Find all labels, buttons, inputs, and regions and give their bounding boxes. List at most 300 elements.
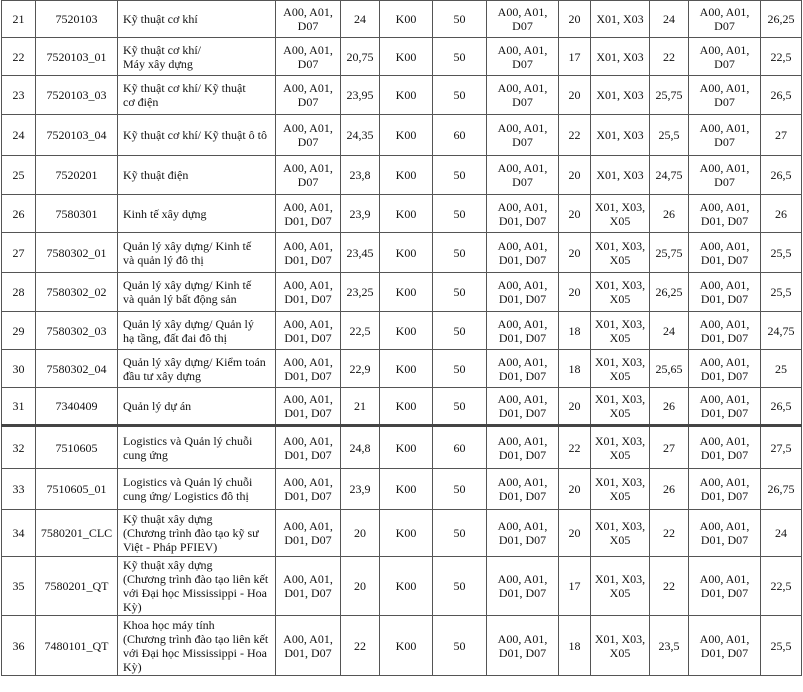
subject-group-5: [689, 273, 761, 312]
subject-group-1-line: D01, D07: [284, 447, 332, 462]
major-name: [118, 350, 276, 388]
table-row: [2, 469, 802, 510]
subject-group-4-line: X01, X03: [596, 168, 644, 182]
score-1: 20: [341, 510, 380, 557]
subject-group-5-line: A00, A01,: [699, 572, 750, 586]
score-1: 24: [341, 1, 380, 38]
table-row: [2, 388, 802, 426]
subject-group-4-line: X05: [609, 213, 631, 228]
subject-group-1-line: D01, D07: [284, 213, 332, 228]
major-name-line: cung ứng: [123, 447, 168, 462]
subject-group-3-line: A00, A01,: [497, 392, 548, 406]
subject-group-1: [276, 510, 341, 557]
subject-group-2: [380, 115, 433, 156]
subject-group-1-line: A00, A01,: [283, 5, 333, 19]
subject-group-3-line: A00, A01,: [497, 121, 548, 135]
score-3: 22: [559, 426, 591, 469]
subject-group-5: [689, 312, 761, 350]
subject-group-2-line: K00: [395, 440, 417, 455]
subject-group-1-line: D01, D07: [284, 533, 332, 547]
subject-group-5-line: D07: [714, 19, 735, 33]
score-1: 20,75: [341, 38, 380, 76]
subject-group-5: [689, 76, 761, 115]
table-row: [2, 156, 802, 195]
score-2: 50: [433, 1, 487, 38]
subject-group-3-line: D01, D07: [498, 406, 547, 420]
subject-group-4-line: X05: [609, 406, 631, 420]
major-name-line: (Chương trình đào tạo kỹ sư: [123, 526, 259, 540]
subject-group-3-line: A00, A01,: [497, 238, 548, 253]
score-1: 23,9: [341, 195, 380, 233]
major-code: 7580302_02: [36, 273, 118, 312]
subject-group-2-line: K00: [395, 168, 417, 182]
subject-group-3: [487, 426, 559, 469]
subject-group-2: [380, 76, 433, 115]
subject-group-2-line: K00: [395, 128, 417, 142]
major-name: [118, 156, 276, 195]
major-name: [118, 1, 276, 38]
subject-group-2-line: K00: [395, 638, 417, 653]
score-4: 24: [650, 312, 689, 350]
subject-group-3: [487, 156, 559, 195]
subject-group-3-line: D07: [512, 95, 533, 109]
score-2: 50: [433, 312, 487, 350]
table-row: [2, 510, 802, 557]
score-4: 26: [650, 195, 689, 233]
major-name-line: và quản lý đô thị: [123, 252, 204, 267]
subject-group-5-line: A00, A01,: [699, 316, 750, 331]
subject-group-1-line: A00, A01,: [283, 572, 333, 586]
subject-group-5-line: A00, A01,: [699, 5, 750, 19]
score-4: 26: [650, 469, 689, 510]
score-5: 26,5: [761, 156, 802, 195]
score-2: 50: [433, 557, 487, 616]
subject-group-4-line: X01, X03,: [594, 278, 646, 292]
major-code: 7580302_01: [36, 233, 118, 273]
subject-group-5-line: D01, D07: [700, 330, 749, 345]
major-code: 7510605_01: [36, 469, 118, 510]
major-name-line: Khoa học máy tính: [123, 617, 215, 632]
subject-group-1: [276, 233, 341, 273]
score-4: 25,65: [650, 350, 689, 388]
score-3: 18: [559, 350, 591, 388]
score-2: 50: [433, 469, 487, 510]
subject-group-3-line: D01, D07: [498, 292, 547, 306]
subject-group-4-line: X01, X03,: [594, 572, 646, 586]
score-5: 26,25: [761, 1, 802, 38]
major-code: 7520201: [36, 156, 118, 195]
subject-group-2-line: K00: [395, 361, 417, 376]
table-row: [2, 273, 802, 312]
score-1: 22,9: [341, 350, 380, 388]
subject-group-3: [487, 510, 559, 557]
subject-group-5-line: D07: [714, 56, 735, 71]
subject-group-4: [591, 557, 650, 616]
subject-group-1-line: A00, A01,: [283, 316, 333, 331]
subject-group-4-line: X01, X03: [596, 49, 644, 64]
subject-group-3-line: D01, D07: [498, 533, 547, 547]
subject-group-3: [487, 233, 559, 273]
subject-group-5-line: D01, D07: [700, 292, 749, 306]
subject-group-5-line: D01, D07: [700, 586, 749, 600]
subject-group-1-line: A00, A01,: [283, 238, 333, 253]
subject-group-2-line: K00: [395, 206, 417, 221]
row-number: 32: [2, 426, 36, 469]
score-4: 26: [650, 388, 689, 426]
major-name: [118, 510, 276, 557]
subject-group-3-line: A00, A01,: [497, 354, 548, 369]
subject-group-1: [276, 273, 341, 312]
subject-group-1-line: D07: [297, 19, 319, 33]
subject-group-2: [380, 312, 433, 350]
subject-group-5-line: A00, A01,: [699, 161, 750, 175]
subject-group-3-line: A00, A01,: [497, 433, 548, 448]
subject-group-5-line: A00, A01,: [699, 42, 750, 57]
subject-group-3: [487, 312, 559, 350]
subject-group-1-line: D07: [297, 175, 319, 189]
score-2: 50: [433, 195, 487, 233]
major-name-line: Quản lý xây dựng/ Kiểm toán: [123, 354, 266, 369]
subject-group-2: [380, 388, 433, 426]
subject-group-4-line: X01, X03,: [594, 392, 646, 406]
subject-group-3-line: A00, A01,: [497, 5, 548, 19]
subject-group-2-line: K00: [395, 285, 417, 299]
subject-group-3-line: A00, A01,: [497, 631, 548, 646]
subject-group-5-line: D07: [714, 95, 735, 109]
score-5: 24,75: [761, 312, 802, 350]
subject-group-1: [276, 312, 341, 350]
subject-group-4-line: X05: [609, 368, 631, 383]
major-name-line: Quản lý xây dựng/ Kinh tế: [123, 278, 252, 292]
major-name-line: Quản lý xây dựng/ Kinh tế: [123, 238, 252, 253]
table-row: [2, 350, 802, 388]
subject-group-5-line: A00, A01,: [699, 199, 750, 214]
subject-group-2-line: K00: [395, 12, 417, 26]
subject-group-1-line: D07: [297, 56, 319, 71]
score-4: 24: [650, 1, 689, 38]
major-name-line: Logistics và Quản lý chuỗi: [123, 433, 253, 448]
subject-group-4: [591, 195, 650, 233]
subject-group-1: [276, 426, 341, 469]
subject-group-1-line: D07: [297, 135, 319, 149]
subject-group-2: [380, 510, 433, 557]
subject-group-4-line: X05: [609, 330, 631, 345]
table-row: [2, 76, 802, 115]
subject-group-4: [591, 76, 650, 115]
subject-group-3-line: A00, A01,: [497, 199, 548, 214]
major-name: [118, 312, 276, 350]
subject-group-2: [380, 1, 433, 38]
score-2: 60: [433, 115, 487, 156]
score-1: 20: [341, 557, 380, 616]
subject-group-2: [380, 469, 433, 510]
row-number: 24: [2, 115, 36, 156]
subject-group-4-line: X01, X03,: [594, 631, 646, 646]
major-name-line: Kỹ thuật xây dựng: [123, 558, 213, 572]
major-name: [118, 195, 276, 233]
subject-group-3: [487, 469, 559, 510]
subject-group-5: [689, 510, 761, 557]
score-4: 22: [650, 38, 689, 76]
major-code: 7580301: [36, 195, 118, 233]
subject-group-3-line: D01, D07: [498, 586, 547, 600]
score-3: 20: [559, 510, 591, 557]
row-number: 26: [2, 195, 36, 233]
subject-group-4: [591, 510, 650, 557]
major-name: [118, 115, 276, 156]
subject-group-3-line: A00, A01,: [497, 572, 548, 586]
subject-group-1-line: A00, A01,: [283, 354, 333, 369]
subject-group-4-line: X01, X03: [596, 128, 644, 142]
subject-group-4: [591, 38, 650, 76]
score-4: 22: [650, 557, 689, 616]
score-5: 27: [761, 115, 802, 156]
row-number: 21: [2, 1, 36, 38]
subject-group-5-line: D01, D07: [700, 252, 749, 267]
admission-score-table: [1, 0, 802, 676]
subject-group-3-line: D01, D07: [498, 330, 547, 345]
subject-group-4: [591, 426, 650, 469]
subject-group-4-line: X01, X03: [596, 88, 644, 102]
major-code: 7520103_01: [36, 38, 118, 76]
subject-group-1: [276, 195, 341, 233]
subject-group-5-line: A00, A01,: [699, 631, 750, 646]
subject-group-1: [276, 469, 341, 510]
subject-group-5-line: A00, A01,: [699, 278, 750, 292]
row-number: 33: [2, 469, 36, 510]
subject-group-4: [591, 350, 650, 388]
row-number: 27: [2, 233, 36, 273]
subject-group-3-line: D07: [512, 19, 533, 33]
subject-group-4: [591, 233, 650, 273]
subject-group-3-line: A00, A01,: [497, 81, 548, 95]
row-number: 23: [2, 76, 36, 115]
subject-group-3: [487, 76, 559, 115]
subject-group-5-line: D01, D07: [700, 489, 749, 503]
subject-group-1: [276, 76, 341, 115]
major-code: 7580302_03: [36, 312, 118, 350]
subject-group-5-line: D07: [714, 175, 735, 189]
row-number: 30: [2, 350, 36, 388]
score-3: 18: [559, 616, 591, 676]
subject-group-4: [591, 273, 650, 312]
subject-group-3-line: A00, A01,: [497, 519, 548, 533]
subject-group-1-line: A00, A01,: [283, 81, 333, 95]
subject-group-2-line: K00: [395, 579, 417, 593]
subject-group-2-line: K00: [395, 526, 417, 540]
major-name: [118, 557, 276, 616]
subject-group-4-line: X01, X03,: [594, 199, 646, 214]
subject-group-4: [591, 469, 650, 510]
score-5: 24: [761, 510, 802, 557]
major-code: 7520103_04: [36, 115, 118, 156]
score-4: 26,25: [650, 273, 689, 312]
major-code: 7580201_CLC: [36, 510, 118, 557]
subject-group-5: [689, 38, 761, 76]
subject-group-5-line: A00, A01,: [699, 81, 750, 95]
score-4: 25,75: [650, 76, 689, 115]
subject-group-4-line: X01, X03,: [594, 475, 646, 489]
major-name-line: Máy xây dựng: [123, 56, 193, 71]
subject-group-1-line: A00, A01,: [283, 392, 333, 406]
subject-group-1-line: D01, D07: [284, 330, 332, 345]
major-name-line: (Chương trình đào tạo liên kết: [123, 631, 269, 646]
score-3: 20: [559, 469, 591, 510]
subject-group-4-line: X01, X03,: [594, 519, 646, 533]
score-1: 22: [341, 616, 380, 676]
score-1: 21: [341, 388, 380, 426]
score-5: 25: [761, 350, 802, 388]
score-3: 20: [559, 273, 591, 312]
subject-group-5-line: D01, D07: [700, 533, 749, 547]
major-name: [118, 469, 276, 510]
score-3: 17: [559, 557, 591, 616]
score-1: 23,45: [341, 233, 380, 273]
subject-group-2-line: K00: [395, 245, 417, 260]
subject-group-5-line: D01, D07: [700, 645, 749, 660]
major-name-line: Kỹ thuật điện: [123, 168, 189, 182]
major-name: [118, 38, 276, 76]
subject-group-5: [689, 350, 761, 388]
subject-group-2: [380, 426, 433, 469]
score-4: 25,5: [650, 115, 689, 156]
subject-group-5: [689, 156, 761, 195]
subject-group-4-line: X05: [609, 533, 631, 547]
table-row: [2, 115, 802, 156]
subject-group-1-line: D01, D07: [284, 489, 332, 503]
subject-group-4-line: X05: [609, 447, 631, 462]
major-name: [118, 233, 276, 273]
subject-group-5: [689, 1, 761, 38]
table-row: [2, 38, 802, 76]
subject-group-1-line: D01, D07: [284, 586, 332, 600]
major-name-line: Quản lý dự án: [123, 399, 192, 413]
score-5: 25,5: [761, 273, 802, 312]
subject-group-5-line: A00, A01,: [699, 475, 750, 489]
score-4: 22: [650, 510, 689, 557]
score-2: 50: [433, 350, 487, 388]
score-4: 24,75: [650, 156, 689, 195]
subject-group-5-line: D01, D07: [700, 406, 749, 420]
major-name-line: Kỹ thuật cơ khí/ Kỹ thuật ô tô: [123, 128, 267, 142]
major-name: [118, 616, 276, 676]
subject-group-1: [276, 1, 341, 38]
subject-group-3-line: A00, A01,: [497, 278, 548, 292]
subject-group-4-line: X05: [609, 586, 631, 600]
subject-group-2: [380, 557, 433, 616]
row-number: 28: [2, 273, 36, 312]
subject-group-1-line: A00, A01,: [283, 199, 333, 214]
subject-group-3-line: D07: [512, 135, 533, 149]
major-code: 7580201_QT: [36, 557, 118, 616]
subject-group-2: [380, 38, 433, 76]
major-code: 7340409: [36, 388, 118, 426]
subject-group-5: [689, 469, 761, 510]
subject-group-1: [276, 557, 341, 616]
subject-group-1-line: D01, D07: [284, 645, 332, 660]
major-name-line: Kỹ thuật cơ khí/ Kỹ thuật: [123, 81, 246, 95]
subject-group-2: [380, 195, 433, 233]
score-3: 20: [559, 76, 591, 115]
score-4: 23,5: [650, 616, 689, 676]
subject-group-5: [689, 195, 761, 233]
subject-group-3: [487, 195, 559, 233]
score-2: 50: [433, 616, 487, 676]
subject-group-4: [591, 616, 650, 676]
score-5: 26: [761, 195, 802, 233]
score-5: 25,5: [761, 233, 802, 273]
subject-group-1: [276, 38, 341, 76]
subject-group-3: [487, 273, 559, 312]
score-1: 23,9: [341, 469, 380, 510]
score-1: 24,8: [341, 426, 380, 469]
subject-group-4: [591, 115, 650, 156]
subject-group-3-line: D07: [512, 56, 533, 71]
subject-group-5-line: A00, A01,: [699, 354, 750, 369]
row-number: 35: [2, 557, 36, 616]
major-name: [118, 426, 276, 469]
table-row: [2, 312, 802, 350]
table-row: [2, 1, 802, 38]
subject-group-1-line: A00, A01,: [283, 631, 333, 646]
subject-group-3: [487, 1, 559, 38]
major-name-line: Logistics và Quản lý chuỗi: [123, 475, 253, 489]
score-1: 23,95: [341, 76, 380, 115]
table-row: [2, 557, 802, 616]
subject-group-3-line: D01, D07: [498, 252, 547, 267]
score-1: 23,25: [341, 273, 380, 312]
major-name-line: Kinh tế xây dựng: [123, 206, 207, 221]
major-name-line: hạ tầng, đất đai đô thị: [123, 330, 227, 345]
subject-group-4-line: X01, X03,: [594, 316, 646, 331]
subject-group-1-line: A00, A01,: [283, 278, 333, 292]
subject-group-2-line: K00: [395, 399, 417, 413]
subject-group-4-line: X01, X03,: [594, 433, 646, 448]
row-number: 31: [2, 388, 36, 426]
score-4: 25,75: [650, 233, 689, 273]
subject-group-5-line: A00, A01,: [699, 121, 750, 135]
subject-group-3: [487, 557, 559, 616]
score-5: 22,5: [761, 38, 802, 76]
subject-group-2: [380, 273, 433, 312]
subject-group-2-line: K00: [395, 49, 417, 64]
major-code: 7520103_03: [36, 76, 118, 115]
subject-group-5: [689, 426, 761, 469]
subject-group-1-line: D07: [297, 95, 319, 109]
subject-group-3-line: A00, A01,: [497, 161, 548, 175]
subject-group-3-line: D01, D07: [498, 213, 547, 228]
major-name: [118, 76, 276, 115]
subject-group-4-line: X05: [609, 489, 631, 503]
row-number: 29: [2, 312, 36, 350]
subject-group-2: [380, 233, 433, 273]
score-3: 20: [559, 1, 591, 38]
subject-group-1: [276, 115, 341, 156]
subject-group-3-line: D01, D07: [498, 645, 547, 660]
subject-group-4-line: X01, X03: [596, 12, 644, 26]
subject-group-2: [380, 350, 433, 388]
subject-group-3: [487, 616, 559, 676]
row-number: 36: [2, 616, 36, 676]
subject-group-3: [487, 115, 559, 156]
subject-group-1: [276, 616, 341, 676]
subject-group-4-line: X01, X03,: [594, 238, 646, 253]
subject-group-1-line: D01, D07: [284, 406, 332, 420]
major-name-line: cơ điện: [123, 95, 159, 109]
subject-group-4: [591, 312, 650, 350]
score-2: 50: [433, 156, 487, 195]
subject-group-2-line: K00: [395, 482, 417, 496]
